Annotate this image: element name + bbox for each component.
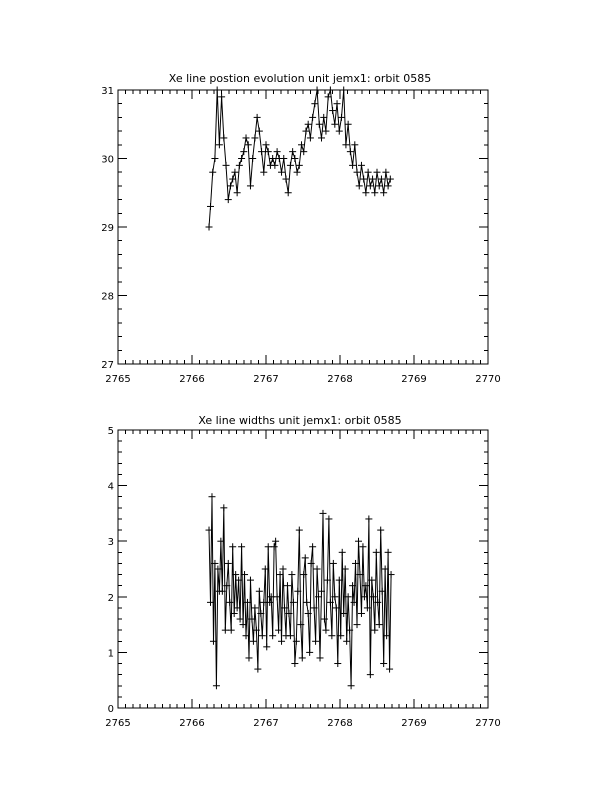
width-data-point [251, 604, 258, 611]
width-y-tick-label: 2 [107, 592, 114, 604]
position-x-tick-label: 2768 [327, 374, 353, 385]
width-x-tick-label: 2766 [179, 718, 205, 729]
position-data-point [360, 176, 367, 183]
position-data-point [278, 169, 285, 176]
position-data-point [318, 134, 325, 141]
position-data-point [206, 224, 213, 231]
position-data-point [322, 128, 329, 135]
position-data-point [329, 107, 336, 114]
position-x-tick-label: 2767 [253, 374, 279, 385]
position-data-point [238, 155, 245, 162]
position-data-point [294, 169, 301, 176]
position-data-point [345, 121, 352, 128]
width-data-point [228, 627, 235, 634]
position-data-point [207, 203, 214, 210]
width-data-point [220, 504, 227, 511]
width-data-point [358, 610, 365, 617]
position-data-point [331, 121, 338, 128]
position-data-point [340, 87, 347, 94]
position-data-point [216, 141, 223, 148]
position-chart-title: Xe line postion evolution unit jemx1: orbit 0585 [168, 72, 432, 85]
width-axis-ticks [118, 430, 488, 708]
position-data-point [263, 141, 270, 148]
position-data-point [380, 189, 387, 196]
position-data-point [240, 148, 247, 155]
width-chart-title: Xe line widths unit jemx1: orbit 0585 [198, 414, 402, 427]
width-y-tick-labels [108, 426, 114, 715]
width-y-tick-label: 1 [107, 648, 114, 660]
width-data-point [339, 549, 346, 556]
width-data-point [348, 682, 355, 689]
position-data-point [256, 128, 263, 135]
position-y-tick-label: 31 [101, 86, 114, 97]
position-x-tick-label: 2770 [475, 374, 501, 385]
position-data-point [365, 169, 372, 176]
position-data-point [260, 169, 267, 176]
width-data-point [308, 560, 315, 567]
position-data-point [254, 114, 261, 121]
width-data-point [287, 632, 294, 639]
width-data-point [314, 566, 321, 573]
position-y-tick-label: 27 [101, 360, 114, 371]
width-data-point [309, 543, 316, 550]
position-data-point [214, 87, 221, 94]
width-data-point [362, 582, 369, 589]
position-data-point [287, 162, 294, 169]
position-data-point [356, 182, 363, 189]
width-data-point [269, 632, 276, 639]
width-x-tick-label: 2769 [401, 718, 427, 729]
position-data-point [338, 114, 345, 121]
width-data-point [245, 654, 252, 661]
width-y-tick-label: 0 [107, 704, 114, 715]
width-data-point [263, 643, 270, 650]
width-data-point [377, 527, 384, 534]
width-data-point [299, 654, 306, 661]
width-data-point [284, 582, 291, 589]
width-data-point [272, 538, 279, 545]
position-data-point [349, 162, 356, 169]
width-data-point [317, 654, 324, 661]
position-data-point [231, 169, 238, 176]
position-data-point [243, 134, 250, 141]
width-data-point [365, 515, 372, 522]
position-data-point [258, 148, 265, 155]
width-data-point [312, 638, 319, 645]
position-data-point [282, 176, 289, 183]
width-data-point [376, 621, 383, 628]
position-data-point [220, 134, 227, 141]
width-data-point [259, 632, 266, 639]
width-data-point [373, 549, 380, 556]
position-data-point [336, 128, 343, 135]
width-data-point [296, 527, 303, 534]
position-data-point [236, 162, 243, 169]
position-data-point [251, 134, 258, 141]
position-data-point [311, 100, 318, 107]
position-data-point [291, 155, 298, 162]
width-data-point [288, 571, 295, 578]
width-data-point [306, 649, 313, 656]
position-data-point [209, 169, 216, 176]
width-data-point [367, 671, 374, 678]
position-data-point [307, 134, 314, 141]
position-data-point [274, 148, 281, 155]
width-data-point [385, 549, 392, 556]
position-data-point [271, 162, 278, 169]
position-data-point [371, 189, 378, 196]
width-y-tick-label: 4 [107, 481, 114, 493]
position-data-point [316, 121, 323, 128]
position-data-point [374, 169, 381, 176]
width-data-point [321, 616, 328, 623]
position-x-tick-labels [105, 374, 500, 385]
position-data-point [247, 182, 254, 189]
position-data-point [347, 148, 354, 155]
position-data-point [385, 182, 392, 189]
position-data-point [362, 189, 369, 196]
width-data-point [380, 660, 387, 667]
position-data-point [367, 182, 374, 189]
width-data-point [325, 515, 332, 522]
position-data-point [280, 155, 287, 162]
position-x-tick-label: 2765 [105, 374, 131, 385]
position-data-point [351, 141, 358, 148]
position-data-point [334, 100, 341, 107]
width-data-point [303, 599, 310, 606]
position-data-point [285, 189, 292, 196]
width-data-point [278, 638, 285, 645]
position-data-point [211, 155, 218, 162]
position-y-tick-label: 29 [101, 223, 114, 234]
position-data-point [305, 121, 312, 128]
width-data-point [359, 543, 366, 550]
position-data-point [382, 169, 389, 176]
position-data-point [358, 162, 365, 169]
position-x-tick-label: 2769 [401, 374, 427, 385]
width-data-point [225, 560, 232, 567]
position-series-line [209, 90, 390, 227]
position-data-point [218, 93, 225, 100]
width-data-point [229, 543, 236, 550]
width-data-point [250, 638, 257, 645]
width-data-point [355, 538, 362, 545]
position-data-point [354, 169, 361, 176]
position-y-tick-labels [101, 86, 114, 371]
position-data-point [223, 162, 230, 169]
position-x-tick-label: 2766 [179, 374, 205, 385]
position-data-point [225, 196, 232, 203]
width-data-point [291, 660, 298, 667]
width-x-tick-label: 2768 [327, 718, 353, 729]
position-data-point [234, 189, 241, 196]
width-y-tick-label: 3 [107, 537, 114, 549]
width-x-tick-labels [105, 718, 500, 729]
width-data-point [280, 566, 287, 573]
width-x-tick-label: 2765 [105, 718, 131, 729]
position-data-point [342, 141, 349, 148]
width-data-point [334, 660, 341, 667]
position-data-point [289, 148, 296, 155]
width-x-tick-label: 2767 [253, 718, 279, 729]
position-chart [101, 72, 500, 385]
width-data-point [256, 588, 263, 595]
width-chart [105, 414, 500, 729]
width-data-point [322, 627, 329, 634]
position-data-point [309, 114, 316, 121]
position-data-point [369, 176, 376, 183]
width-y-tick-label: 5 [107, 426, 114, 437]
width-x-tick-label: 2770 [475, 718, 501, 729]
width-data-point [208, 493, 215, 500]
width-plot-frame [118, 430, 488, 708]
position-data-point [249, 155, 256, 162]
width-data-point [254, 666, 261, 673]
width-data-point [213, 682, 220, 689]
width-data-point [371, 627, 378, 634]
width-data-point [386, 666, 393, 673]
width-data-point [330, 560, 337, 567]
width-data-point [354, 621, 361, 628]
position-y-tick-label: 30 [101, 154, 114, 166]
width-data-point [302, 554, 309, 561]
width-data-point [343, 638, 350, 645]
width-data-point [319, 510, 326, 517]
position-data-point [314, 87, 321, 94]
width-data-point [328, 632, 335, 639]
position-y-tick-label: 28 [101, 291, 114, 303]
width-data-point [247, 577, 254, 584]
width-data-point [271, 543, 278, 550]
width-data-point [238, 543, 245, 550]
